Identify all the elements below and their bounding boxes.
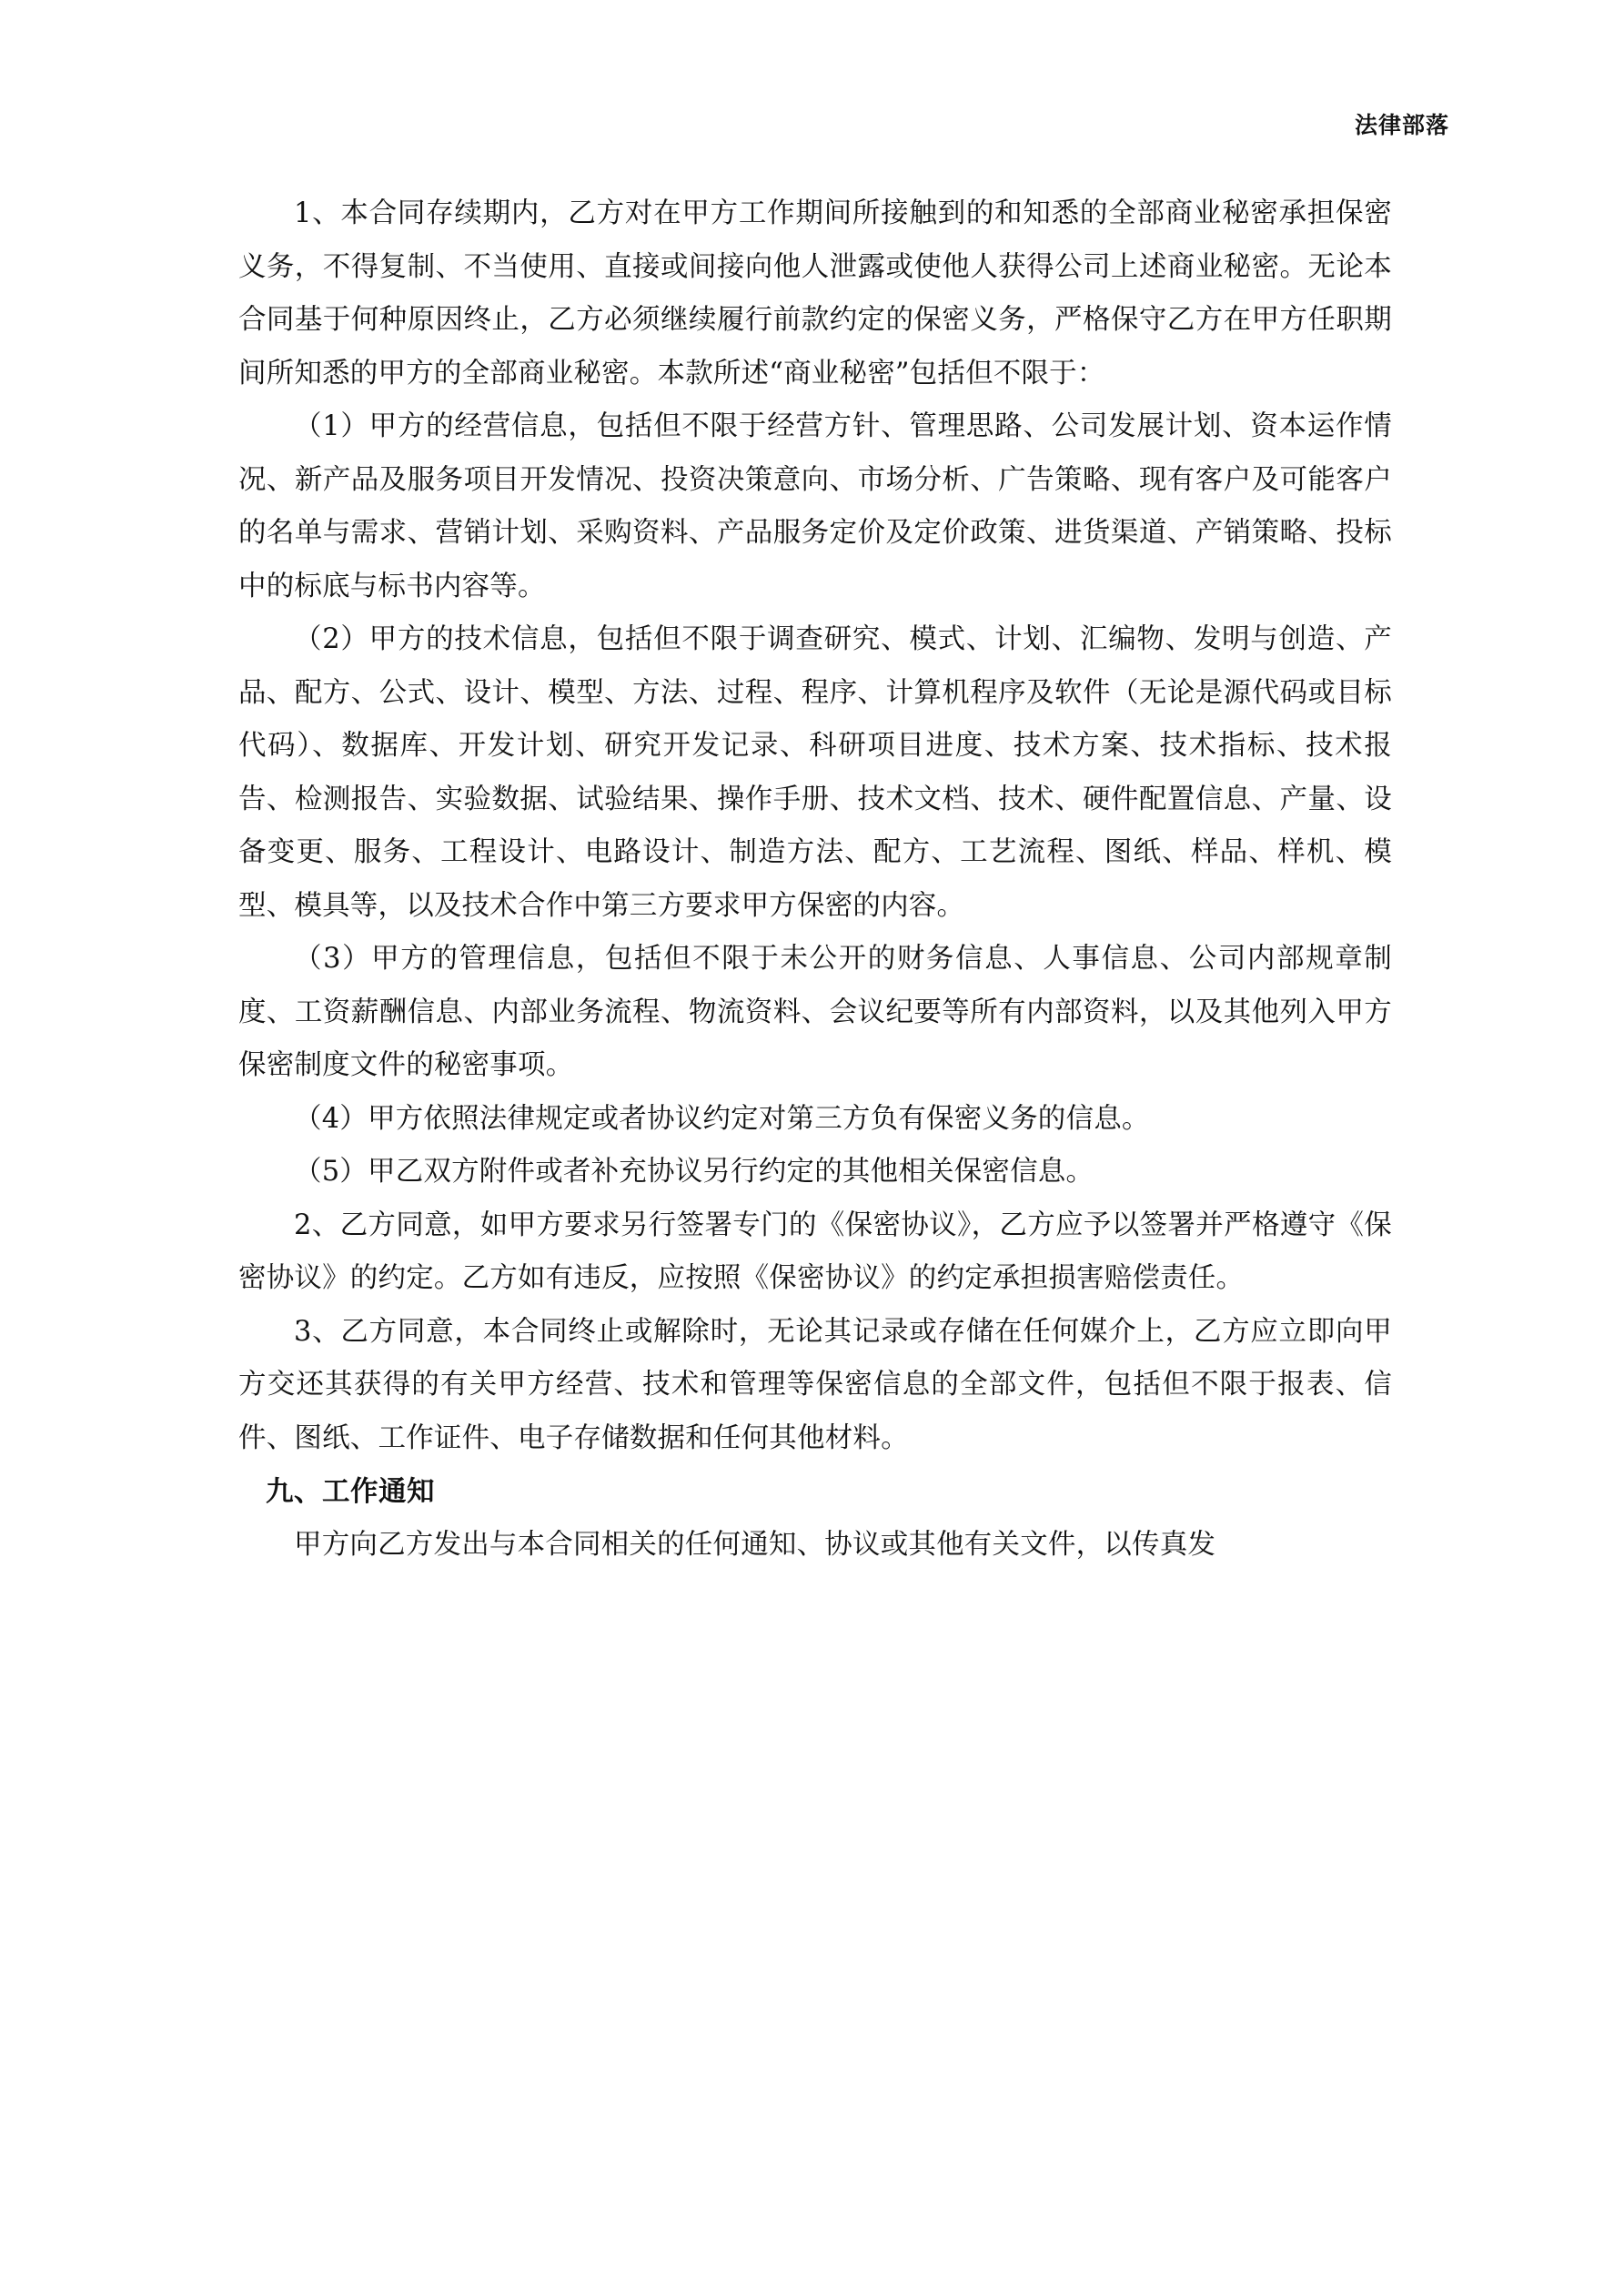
- paragraph-clause-1: 1、本合同存续期内，乙方对在甲方工作期间所接触到的和知悉的全部商业秘密承担保密义务，不得复制、不当使用、直接或间接向他人泄露或使他人获得公司上述商业秘密。无论本合同基于何种原因终止，乙方必须继续履行前款约定的保密义务，严格保守乙方在甲方任职期间所知悉的甲方的全部商业秘密。本款所述“商业秘密”包括但不限于：: [238, 197, 1392, 389]
- section-heading-work-notice: 九、工作通知: [266, 1475, 435, 1508]
- paragraph-clause-2: 2、乙方同意，如甲方要求另行签署专门的《保密协议》，乙方应予以签署并严格遵守《保密协议》的约定。乙方如有违反，应按照《保密协议》的约定承担损害赔偿责任。: [238, 1209, 1392, 1294]
- paragraph-work-notice: 甲方向乙方发出与本合同相关的任何通知、协议或其他有关文件，以传真发: [294, 1528, 1216, 1561]
- page-header-watermark: 法律部落: [1354, 112, 1449, 138]
- document-body: [238, 187, 1392, 1572]
- paragraph-item-1: （1）甲方的经营信息，包括但不限于经营方针、管理思路、公司发展计划、资本运作情况、新产品及服务项目开发情况、投资决策意向、市场分析、广告策略、现有客户及可能客户的名单与需求、营销计划、采购资料、产品服务定价及定价政策、进货渠道、产销策略、投标中的标底与标书内容等。: [238, 410, 1392, 602]
- paragraph-item-4: （4）甲方依照法律规定或者协议约定对第三方负有保密义务的信息。: [294, 1102, 1150, 1135]
- paragraph-clause-3: 3、乙方同意，本合同终止或解除时，无论其记录或存储在任何媒介上，乙方应立即向甲方交还其获得的有关甲方经营、技术和管理等保密信息的全部文件，包括但不限于报表、信件、图纸、工作证件、电子存储数据和任何其他材料。: [238, 1315, 1392, 1454]
- paragraph-item-2: （2）甲方的技术信息，包括但不限于调查研究、模式、计划、汇编物、发明与创造、产品、配方、公式、设计、模型、方法、过程、程序、计算机程序及软件（无论是源代码或目标代码）、数据库、开发计划、研究开发记录、科研项目进度、技术方案、技术指标、技术报告、检测报告、实验数据、试验结果、操作手册、技术文档、技术、硬件配置信息、产量、设备变更、服务、工程设计、电路设计、制造方法、配方、工艺流程、图纸、样品、样机、模型、模具等，以及技术合作中第三方要求甲方保密的内容。: [238, 623, 1392, 922]
- paragraph-item-3: （3）甲方的管理信息，包括但不限于未公开的财务信息、人事信息、公司内部规章制度、工资薪酬信息、内部业务流程、物流资料、会议纪要等所有内部资料，以及其他列入甲方保密制度文件的秘密事项。: [238, 943, 1392, 1081]
- paragraph-item-5: （5）甲乙双方附件或者补充协议另行约定的其他相关保密信息。: [294, 1156, 1094, 1188]
